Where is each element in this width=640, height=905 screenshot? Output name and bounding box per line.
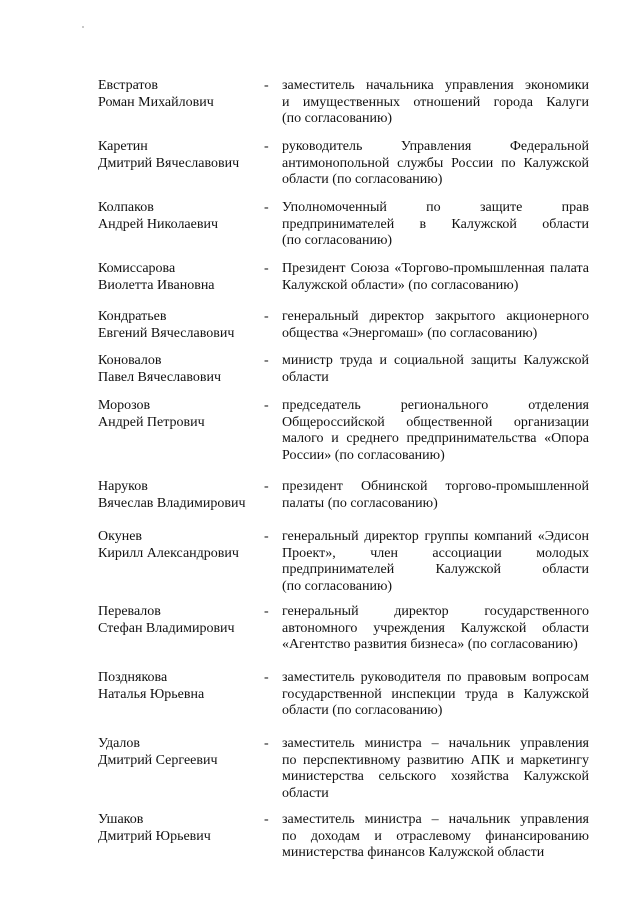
member-given-names: Андрей Петрович	[98, 414, 205, 430]
member-given-names: Стефан Владимирович	[98, 620, 235, 636]
role-line: заместитель начальника управления экономики	[282, 78, 589, 93]
role-line: президент Обнинской торгово-промышленной	[282, 479, 589, 494]
dash-separator: -	[264, 78, 269, 93]
member-role	[282, 78, 589, 128]
member-name	[98, 736, 258, 769]
member-given-names: Павел Вячеславович	[98, 369, 222, 385]
role-line: (по согласованию)	[282, 233, 393, 248]
member-role	[282, 200, 589, 250]
member-given-names: Дмитрий Сергеевич	[98, 752, 218, 768]
member-role	[282, 670, 589, 720]
role-line: государственной инспекции труда в Калужской	[282, 686, 589, 702]
member-name	[98, 261, 258, 294]
role-line: министр труда и социальной защиты Калужской	[282, 353, 589, 368]
member-role	[282, 139, 589, 189]
dash-separator: -	[264, 353, 269, 368]
dash-separator: -	[264, 812, 269, 827]
dash-separator: -	[264, 200, 269, 215]
member-name	[98, 529, 258, 562]
dash-separator: -	[264, 670, 269, 685]
member-name	[98, 479, 258, 512]
dash-separator: -	[264, 604, 269, 619]
role-line: области (по согласованию)	[282, 172, 443, 187]
member-given-names: Роман Михайлович	[98, 94, 214, 110]
member-name	[98, 309, 258, 342]
member-role	[282, 398, 589, 464]
role-line: предпринимателей Калужской области	[282, 562, 589, 577]
member-name	[98, 812, 258, 845]
role-line: Президент Союза «Торгово-промышленная палата	[282, 261, 589, 276]
role-line: Проект», член ассоциации молодых	[282, 545, 589, 561]
role-line: по перспективному развитию АПК и маркетингу	[282, 752, 589, 768]
member-surname: Евстратов	[98, 78, 158, 93]
dash-separator: -	[264, 139, 269, 154]
role-line: России» (по согласованию)	[282, 447, 445, 463]
role-line: малого и среднего предпринимательства «Опора	[282, 431, 589, 446]
role-line: и имущественных отношений города Калуги	[282, 94, 589, 110]
role-line: председатель регионального отделения	[282, 398, 589, 413]
member-given-names: Андрей Николаевич	[98, 216, 218, 232]
member-given-names: Евгений Вячеславович	[98, 325, 235, 341]
member-role	[282, 529, 589, 595]
role-line: заместитель руководителя по правовым вопросам	[282, 670, 589, 685]
role-line: области	[282, 369, 329, 385]
member-given-names: Дмитрий Юрьевич	[98, 828, 211, 844]
role-line: (по согласованию)	[282, 578, 393, 594]
member-given-names: Наталья Юрьевна	[98, 686, 205, 702]
dash-separator: -	[264, 736, 269, 751]
dash-separator: -	[264, 479, 269, 494]
role-line: министерства финансов Калужской области	[282, 845, 545, 860]
member-role	[282, 261, 589, 294]
member-surname: Окунев	[98, 529, 143, 544]
member-given-names: Виолетта Ивановна	[98, 277, 215, 293]
role-line: общества «Энергомаш» (по согласованию)	[282, 325, 538, 341]
member-given-names: Кирилл Александрович	[98, 545, 239, 561]
role-line: руководитель Управления Федеральной	[282, 139, 589, 154]
role-line: автономного учреждения Калужской области	[282, 620, 589, 636]
member-name	[98, 139, 258, 172]
member-surname: Комиссарова	[98, 261, 176, 276]
member-given-names: Вячеслав Владимирович	[98, 495, 246, 511]
dash-separator: -	[264, 309, 269, 324]
member-role	[282, 812, 589, 862]
dash-separator: -	[264, 529, 269, 544]
member-surname: Коновалов	[98, 353, 162, 368]
member-surname: Перевалов	[98, 604, 161, 619]
role-line: заместитель министра – начальник управления	[282, 736, 589, 751]
dash-separator: -	[264, 398, 269, 413]
role-line: заместитель министра – начальник управления	[282, 812, 589, 827]
member-name	[98, 604, 258, 637]
member-role	[282, 604, 589, 654]
role-line: «Агентство развития бизнеса» (по согласованию)	[282, 637, 578, 652]
role-line: антимонопольной службы России по Калужской	[282, 155, 589, 171]
dash-separator: -	[264, 261, 269, 276]
role-line: генеральный директор группы компаний «Эдисон	[282, 529, 589, 544]
role-line: генеральный директор закрытого акционерного	[282, 309, 589, 324]
member-role	[282, 736, 589, 802]
member-surname: Ушаков	[98, 812, 144, 827]
member-role	[282, 479, 589, 512]
member-name	[98, 200, 258, 233]
role-line: по доходам и отраслевому финансированию	[282, 828, 589, 844]
role-line: предпринимателей в Калужской области	[282, 216, 589, 232]
member-surname: Кондратьев	[98, 309, 167, 324]
role-line: (по согласованию)	[282, 111, 393, 126]
member-name	[98, 398, 258, 431]
member-surname: Позднякова	[98, 670, 168, 685]
member-name	[98, 670, 258, 703]
scan-speck	[82, 26, 84, 28]
member-role	[282, 309, 589, 342]
member-surname: Морозов	[98, 398, 151, 413]
member-given-names: Дмитрий Вячеславович	[98, 155, 240, 171]
role-line: области (по согласованию)	[282, 703, 443, 718]
member-role	[282, 353, 589, 386]
member-name	[98, 78, 258, 111]
role-line: Общероссийской общественной организации	[282, 414, 589, 430]
role-line: области	[282, 785, 329, 801]
role-line: Уполномоченный по защите прав	[282, 200, 589, 215]
role-line: генеральный директор государственного	[282, 604, 589, 619]
member-surname: Колпаков	[98, 200, 154, 215]
member-name	[98, 353, 258, 386]
role-line: палаты (по согласованию)	[282, 495, 438, 511]
role-line: министерства сельского хозяйства Калужской	[282, 769, 589, 784]
member-surname: Удалов	[98, 736, 141, 751]
role-line: Калужской области» (по согласованию)	[282, 277, 519, 293]
member-surname: Наруков	[98, 479, 148, 494]
member-surname: Каретин	[98, 139, 148, 154]
